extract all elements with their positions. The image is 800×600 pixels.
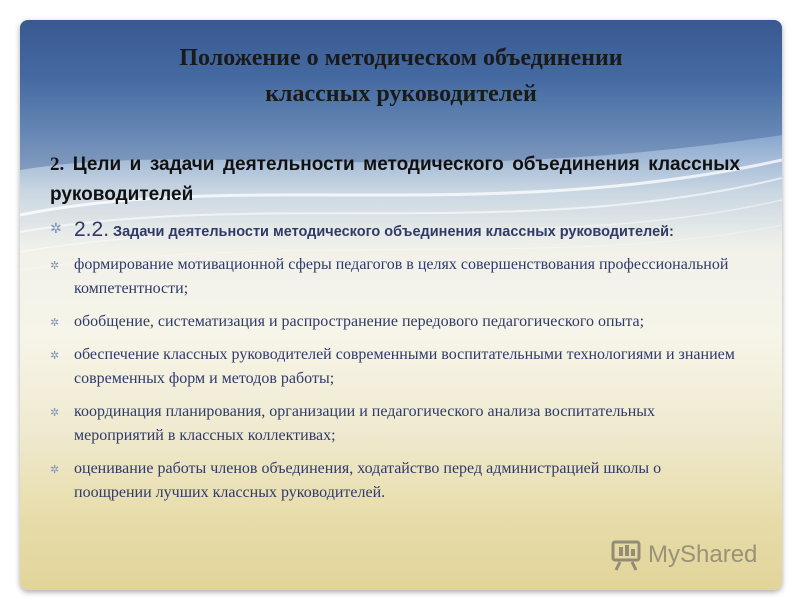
list-item-text: формирование мотивационной сферы педагогов в целях совершенствования профессиональной компетентности;	[74, 256, 729, 297]
list-item	[50, 343, 742, 391]
list-item	[50, 253, 742, 301]
content-list	[50, 218, 742, 505]
item-main-text: Задачи деятельности методического объединения классных руководителей:	[113, 224, 674, 240]
section-heading	[50, 150, 740, 210]
list-item	[50, 457, 742, 505]
bullet-icon: ✲	[50, 222, 62, 237]
list-item-text: координация планирования, организации и педагогического анализа воспитательных мероприятий в классных коллективах;	[74, 403, 656, 444]
slide-title	[20, 40, 782, 112]
list-item	[50, 310, 742, 334]
bullet-icon: ✲	[50, 407, 60, 419]
list-item-text: обобщение, систематизация и распространение передового педагогического опыта;	[74, 313, 645, 330]
section-number: 2.	[50, 154, 65, 175]
watermark-text: MyShared	[648, 541, 758, 568]
list-item-main	[50, 218, 742, 244]
title-line-2: классных руководителей	[265, 81, 537, 107]
bullet-icon: ✲	[50, 350, 60, 362]
bullet-icon: ✲	[50, 260, 60, 272]
title-line-1: Положение о методическом объединении	[179, 45, 623, 71]
list-item-text: обеспечение классных руководителей современными воспитательными технологиями и знанием современных форм и методов работы;	[74, 346, 735, 387]
watermark	[610, 538, 757, 572]
myshared-logo-icon	[610, 538, 642, 572]
list-item-text: оценивание работы членов объединения, ходатайство перед администрацией школы о поощрении лучших классных руководителей.	[74, 460, 662, 501]
bullet-icon: ✲	[50, 317, 60, 329]
slide	[20, 20, 782, 590]
item-number: 2.2.	[74, 218, 110, 241]
section-heading-text: Цели и задачи деятельности методического объединения классных руководителей	[50, 154, 741, 205]
list-item	[50, 400, 742, 448]
bullet-icon: ✲	[50, 464, 60, 476]
